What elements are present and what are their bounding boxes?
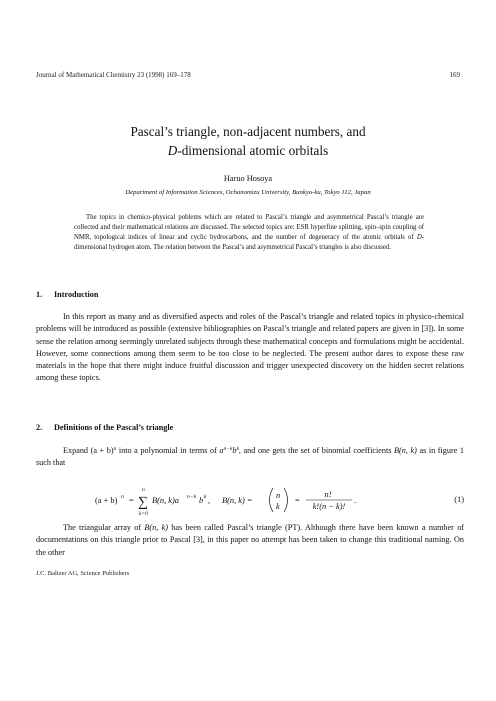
section-2-paragraph-1: [36, 445, 464, 470]
p1-text-figure: as in figure 1 such that: [36, 446, 464, 468]
running-head-journal: Journal of Mathematical Chemistry 23 (1998) 169–178: [36, 71, 191, 79]
title-line-2-rest: -dimensional atomic orbitals: [177, 143, 329, 158]
eq-term-exponent-1: n−k: [187, 494, 197, 500]
eq-binom-left-paren: [270, 488, 274, 512]
p1-expr-ab: (a + b): [90, 446, 114, 455]
abstract-text-a: The topics in chemico-physical poblems which are related to Pascal’s triangle and asymmetrical Pascal’s triangle are collected and their mathematical relations are discussed. The selected topics are: ESR hyperfine splitting, spin–spin coupling of NMR, topological indices of linear and cyclic hydrocarbons, and the number of degeneracy of the atomic orbitals of: [74, 214, 424, 241]
equation-1-graphic: [36, 482, 464, 518]
abstract-text-b: -dimensional hydrogen atom. The relation between the Pascal’s and asymmetrical Pascal’s triangles is also discussed.: [74, 233, 424, 251]
p1-expr-a-exponent: n−k: [223, 446, 233, 452]
title-variable-d: D: [167, 143, 178, 158]
eq-term-b: b: [199, 496, 204, 505]
eq-sum-upper: n: [142, 487, 145, 493]
eq-lhs-exponent: n: [121, 494, 124, 500]
publisher-footer: J.C. Baltzer AG, Science Publishers: [36, 570, 130, 577]
abstract-variable-d: D: [416, 233, 422, 241]
title-line-2: [60, 141, 436, 160]
author-affiliation: Department of Information Sciences, Ochanomizu University, Bunkyo-ku, Tokyo 112, Japan: [125, 189, 371, 196]
author-name: Haruo Hosoya: [223, 174, 273, 183]
paper-title: [60, 122, 436, 160]
eq-equals-1: =: [129, 496, 134, 505]
eq-fraction-denominator: k!(n − k)!: [312, 502, 346, 511]
eq-binom-bottom: k: [276, 502, 280, 511]
p1-expr-a: a: [219, 446, 224, 455]
eq-b-definition: B(n, k) =: [222, 496, 253, 505]
section-1-number: 1.: [36, 290, 43, 299]
eq-term-exponent-2: k: [204, 494, 207, 500]
section-2-paragraph-2: [36, 522, 464, 559]
p1-expr-bnk: B(n, k): [394, 446, 417, 455]
eq-fraction-numerator: n!: [324, 490, 332, 499]
eq-binom-right-paren: [284, 488, 288, 512]
section-2-title: Definitions of the Pascal’s triangle: [54, 423, 174, 432]
p1-expr-ab-exponent: n: [113, 446, 117, 452]
eq-period: .: [354, 496, 357, 505]
title-line-1: Pascal’s triangle, non-adjacent numbers, and: [130, 124, 366, 139]
section-1-heading: [36, 290, 98, 299]
section-2-heading: [36, 423, 173, 432]
page-number: 169: [449, 71, 460, 79]
p1-expr-b: b: [232, 446, 237, 455]
p1-expr-b-exponent: k: [236, 446, 239, 452]
p2-expr-bnk: B(n, k): [144, 523, 168, 532]
eq-term: B(n, k)a: [152, 496, 179, 505]
section-2-number: 2.: [36, 423, 43, 432]
eq-sum-symbol: ∑: [138, 495, 148, 510]
section-1-paragraph: In this report as many and as diversified aspects and roles of the Pascal’s triangle and related topics in physico-chemical problems will be introduced as possible (extensive bibliographies on Pascal’s triangle and related papers are given in [3]). In some sense the relation among seemingly unrelated subjects through these mathematical concepts and formulations might be accidental. However, some connections among them seem to be too close to be neglected. The present author dares to expose these raw materials in the hope that there might induce fruitful discussion and trigger unexpected discovery on the hidden secret relations among these topics.: [36, 312, 464, 383]
section-1-title: Introduction: [54, 290, 99, 299]
abstract: [74, 213, 424, 253]
p1-text-polynomial: into a polynomial in terms of: [118, 446, 217, 455]
p1-text-binomial: , and one gets the set of binomial coefficients: [238, 446, 392, 455]
p2-text-start: The triangular array of: [63, 523, 142, 532]
p2-text-rest: has been called Pascal’s triangle (PT). Although there have been known a number of documentations on this triangle prior to Pascal [3], in this paper no attempt has been taken to change this traditional naming. On the other: [36, 523, 465, 557]
eq-sum-lower: k=0: [139, 511, 149, 517]
equation-1: [36, 482, 464, 518]
equation-number: (1): [454, 495, 464, 504]
eq-equals-2: =: [295, 496, 300, 505]
eq-binom-top: n: [276, 491, 281, 500]
p1-text-expand: Expand: [63, 446, 89, 455]
eq-comma: ,: [208, 496, 211, 505]
eq-lhs: (a + b): [95, 496, 118, 505]
